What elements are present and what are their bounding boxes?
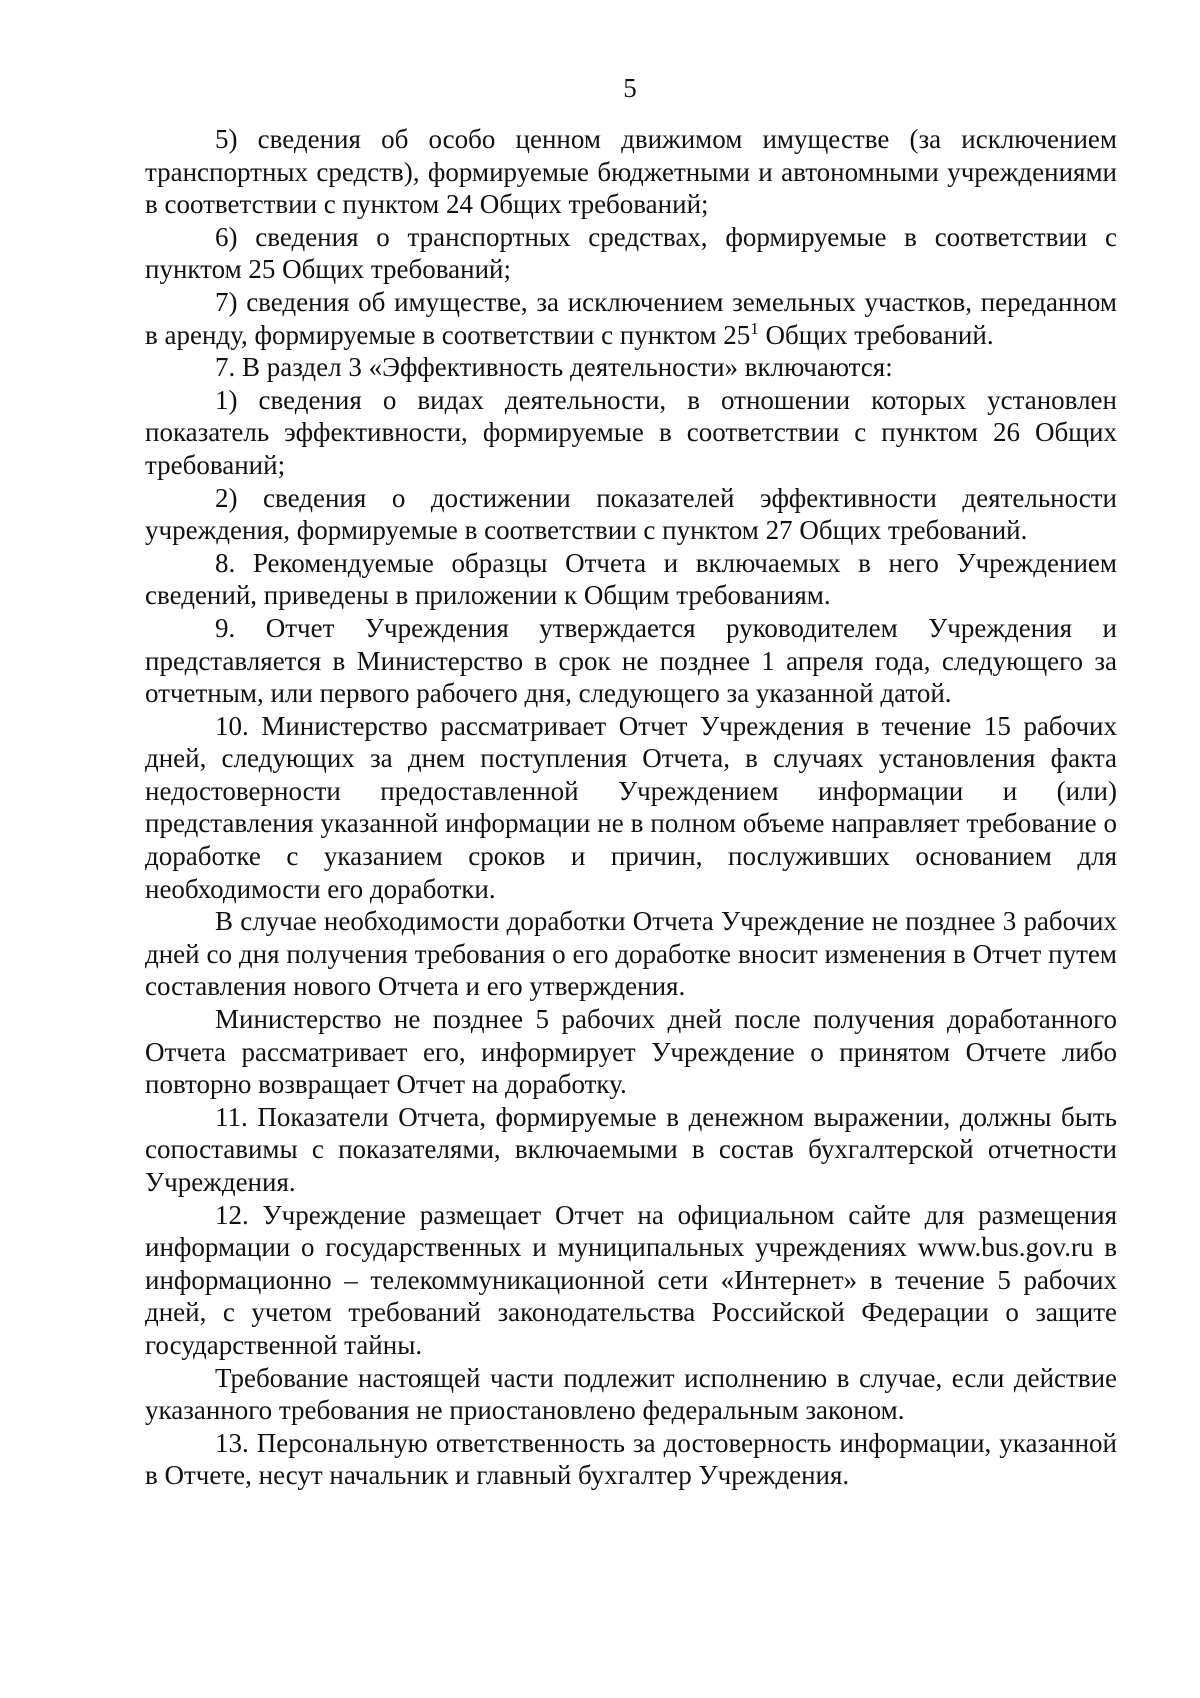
paragraph-item-7-tail: Общих требований. bbox=[765, 319, 994, 350]
paragraph-section-12: 12. Учреждение размещает Отчет на официальном сайте для размещения информации о государственных и муниципальных учреждениях www.bus.gov.ru в информационно – телекоммуникационной сети «Интернет» в течение 5 рабочих дней, с учетом требований законодательства Российской Федерации о защите государственной тайны. bbox=[145, 1199, 1117, 1360]
paragraph-item-7-text: 7) сведения об имуществе, за исключением земельных участков, переданном в аренду, формируемые в соответствии с пунктом 25 bbox=[145, 286, 1117, 350]
paragraph-section-8: 8. Рекомендуемые образцы Отчета и включаемых в него Учреждением сведений, приведены в приложении к Общим требованиям. bbox=[145, 547, 1117, 611]
paragraph-item-7 bbox=[145, 286, 1117, 351]
paragraph-section-10: 10. Министерство рассматривает Отчет Учреждения в течение 15 рабочих дней, следующих за днем поступления Отчета, в случаях установления факта недостоверности предоставленной Учреждением информации и (или) представления указанной информации не в полном объеме направляет требование о доработке с указанием сроков и причин, послуживших основанием для необходимости его доработки. bbox=[145, 710, 1117, 904]
paragraph-item-5: 5) сведения об особо ценном движимом имуществе (за исключением транспортных средств), формируемые бюджетными и автономными учреждениями в соответствии с пунктом 24 Общих требований; bbox=[145, 124, 1117, 220]
paragraph-section-10-revision: В случае необходимости доработки Отчета Учреждение не позднее 3 рабочих дней со дня получения требования о его доработке вносит изменения в Отчет путем составления нового Отчета и его утверждения. bbox=[145, 906, 1117, 1002]
paragraph-item-7-superscript: 1 bbox=[750, 318, 759, 338]
paragraph-section-11: 11. Показатели Отчета, формируемые в денежном выражении, должны быть сопоставимы с показателями, включаемыми в состав бухгалтерской отчетности Учреждения. bbox=[145, 1101, 1117, 1197]
paragraph-section-7: 7. В раздел 3 «Эффективность деятельности» включаются: bbox=[215, 352, 893, 383]
page-number: 5 bbox=[623, 73, 637, 103]
paragraph-section-7-item-2: 2) сведения о достижении показателей эффективности деятельности учреждения, формируемые в соответствии с пунктом 27 Общих требований. bbox=[145, 482, 1117, 546]
paragraph-item-6: 6) сведения о транспортных средствах, формируемые в соответствии с пунктом 25 Общих требований; bbox=[145, 221, 1117, 285]
paragraph-section-13: 13. Персональную ответственность за достоверность информации, указанной в Отчете, несут начальник и главный бухгалтер Учреждения. bbox=[145, 1427, 1117, 1491]
paragraph-section-12-requirement: Требование настоящей части подлежит исполнению в случае, если действие указанного требования не приостановлено федеральным законом. bbox=[145, 1362, 1117, 1426]
paragraph-section-10-ministry: Министерство не позднее 5 рабочих дней после получения доработанного Отчета рассматривает его, информирует Учреждение о принятом Отчете либо повторно возвращает Отчет на доработку. bbox=[145, 1004, 1117, 1100]
paragraph-section-9: 9. Отчет Учреждения утверждается руководителем Учреждения и представляется в Министерство в срок не позднее 1 апреля года, следующего за отчетным, или первого рабочего дня, следующего за указанной датой. bbox=[145, 612, 1117, 709]
paragraph-section-7-item-1: 1) сведения о видах деятельности, в отношении которых установлен показатель эффективности, формируемые в соответствии с пунктом 26 Общих требований; bbox=[145, 384, 1117, 480]
document-body bbox=[145, 123, 1117, 1492]
